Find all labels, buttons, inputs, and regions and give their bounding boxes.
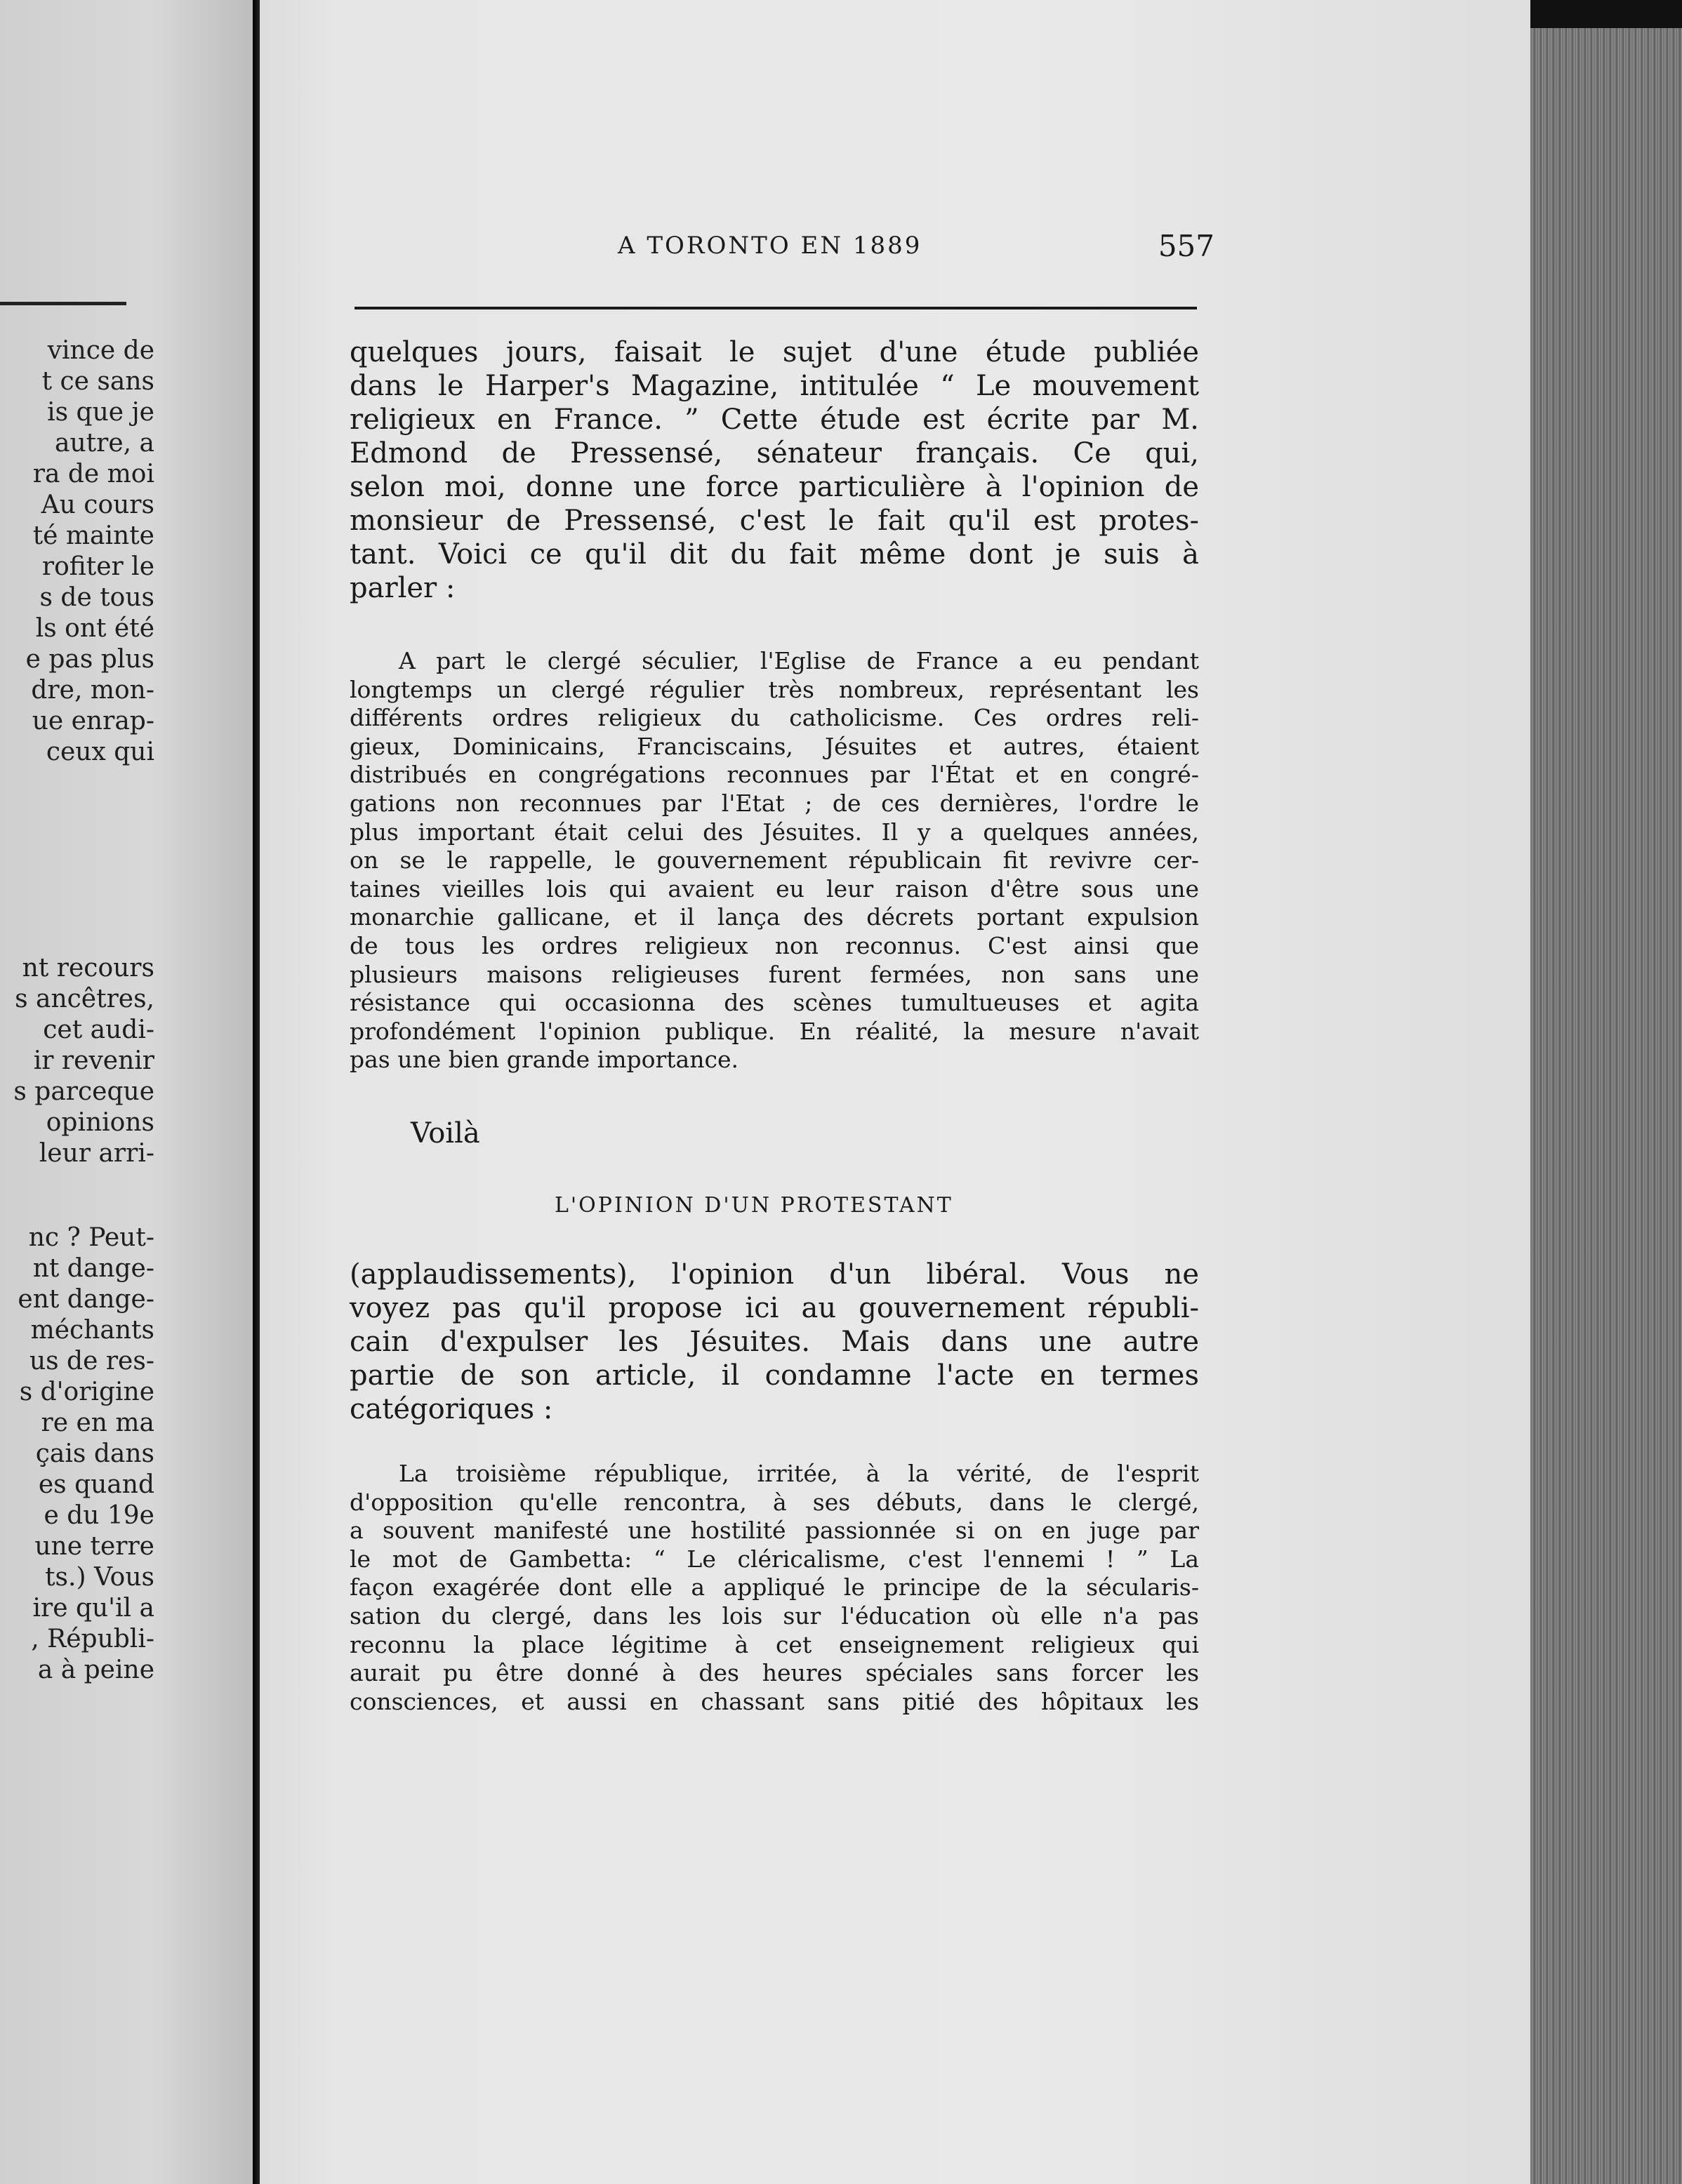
left-page-fragment: autre, a <box>55 429 154 458</box>
left-page-fragment: leur arri- <box>39 1139 154 1168</box>
quote-line: profondément l'opinion publique. En réalité, la mesure n'avait <box>350 1017 1199 1045</box>
left-page-fragment: méchants <box>30 1316 154 1345</box>
left-page-fragment: ire qu'il a <box>32 1594 154 1623</box>
text-line: selon moi, donne une force particulière à l'opinion de <box>350 471 1199 503</box>
quote-line: taines vieilles lois qui avaient eu leur raison d'être sous une <box>350 874 1199 903</box>
quote-line: consciences, et aussi en chassant sans pitié des hôpitaux les <box>350 1687 1199 1715</box>
left-page-fragment: e du 19e <box>44 1501 154 1530</box>
left-page-fragment: nc ? Peut- <box>28 1223 154 1252</box>
left-page-fragment: çais dans <box>35 1439 154 1468</box>
quote-line: aurait pu être donné à des heures spéciales sans forcer les <box>350 1659 1199 1687</box>
left-page-fragment: s d'origine <box>19 1378 154 1406</box>
left-page-fragment: Au cours <box>41 491 154 519</box>
left-page-rule <box>0 302 126 305</box>
left-page-fragment: a à peine <box>37 1656 154 1684</box>
quote-line: gieux, Dominicains, Franciscains, Jésuites et autres, étaient <box>350 732 1199 760</box>
left-page-fragment: s ancêtres, <box>15 985 154 1013</box>
page-number: 557 <box>1158 229 1214 263</box>
quote-line: A part le clergé séculier, l'Eglise de France a eu pendant <box>399 647 1199 674</box>
paragraph-2 <box>350 1258 1199 1426</box>
left-page-fragment: rofiter le <box>41 552 154 581</box>
left-page-fragment: vince de <box>47 336 154 365</box>
text-line: voyez pas qu'il propose ici au gouvernement républi- <box>350 1292 1199 1324</box>
section-subheading: L'OPINION D'UN PROTESTANT <box>555 1193 953 1218</box>
quote-line: pas une bien grande importance. <box>350 1046 739 1074</box>
left-page-fragment: cet audi- <box>43 1016 154 1044</box>
left-page-fragment: is que je <box>47 398 154 427</box>
quote-2 <box>350 1460 1199 1716</box>
left-page-fragment: ts.) Vous <box>45 1563 154 1592</box>
text-line: religieux en France. ” Cette étude est écrite par M. <box>350 404 1199 436</box>
quote-line: façon exagérée dont elle a appliqué le principe de la sécularis- <box>350 1573 1199 1602</box>
left-page-fragment: t ce sans <box>41 367 154 396</box>
book-gutter <box>253 0 260 2184</box>
left-page-fragment: e pas plus <box>25 645 154 674</box>
left-page-fragment: ceux qui <box>46 738 154 766</box>
voila-text: Voilà <box>411 1117 480 1150</box>
left-page-fragment-block-2 <box>13 953 154 1169</box>
left-page-fragment: us de res- <box>29 1347 154 1376</box>
left-page-fragment: s parceque <box>13 1077 154 1106</box>
text-line: catégoriques : <box>350 1393 553 1425</box>
left-page-fragment: ir revenir <box>33 1046 154 1075</box>
quote-line: de tous les ordres religieux non reconnus. C'est ainsi que <box>350 931 1199 959</box>
text-line: dans le Harper's Magazine, intitulée “ Le mouvement <box>350 370 1199 402</box>
left-page-fragment: , Républi- <box>31 1625 154 1653</box>
left-page-fragment: ent dange- <box>18 1285 154 1314</box>
left-page-fragment: opinions <box>46 1108 154 1137</box>
paragraph-1 <box>350 335 1199 605</box>
quote-line: La troisième république, irritée, à la vérité, de l'esprit <box>399 1460 1199 1487</box>
text-line: quelques jours, faisait le sujet d'une étude publiée <box>350 336 1199 368</box>
scan-background-corner <box>1530 0 1682 28</box>
text-line: parler : <box>350 572 456 604</box>
text-line: (applaudissements), l'opinion d'un libéral. Vous ne <box>350 1258 1199 1291</box>
text-line: partie de son article, il condamne l'acte en termes <box>350 1359 1199 1392</box>
quote-line: monarchie gallicane, et il lança des décrets portant expulsion <box>350 903 1199 931</box>
quote-line: on se le rappelle, le gouvernement républicain fit revivre cer- <box>350 846 1199 874</box>
left-page-fragment-block-3 <box>18 1223 154 1686</box>
quote-line: longtemps un clergé régulier très nombreux, représentant les <box>350 675 1199 703</box>
quote-line: distribués en congrégations reconnues par l'État et en congré- <box>350 761 1199 789</box>
quote-1 <box>350 647 1199 1074</box>
left-page-fragment: nt recours <box>22 954 154 983</box>
text-line: monsieur de Pressensé, c'est le fait qu'il est protes- <box>350 505 1199 537</box>
left-page-fragment: s de tous <box>39 583 154 612</box>
quote-line: plusieurs maisons religieuses furent fermées, non sans une <box>350 960 1199 988</box>
left-page-fragment: ra de moi <box>32 460 154 488</box>
running-title: A TORONTO EN 1889 <box>618 232 922 260</box>
quote-line: résistance qui occasionna des scènes tumultueuses et agita <box>350 989 1199 1017</box>
left-page-fragment: dre, mon- <box>31 676 154 705</box>
header-rule <box>355 307 1197 309</box>
quote-line: le mot de Gambetta: “ Le cléricalisme, c'est l'ennemi ! ” La <box>350 1545 1199 1573</box>
quote-line: plus important était celui des Jésuites. Il y a quelques années, <box>350 818 1199 846</box>
quote-line: différents ordres religieux du catholicisme. Ces ordres reli- <box>350 704 1199 732</box>
quote-line: d'opposition qu'elle rencontra, à ses débuts, dans le clergé, <box>350 1488 1199 1516</box>
page-edges-stack <box>1530 28 1682 2184</box>
quote-line: sation du clergé, dans les lois sur l'éducation où elle n'a pas <box>350 1602 1199 1630</box>
left-page-fragment: une terre <box>34 1532 154 1561</box>
left-page-fragment: re en ma <box>41 1409 154 1437</box>
left-page-margin <box>0 0 253 2184</box>
left-page-fragment: nt dange- <box>32 1254 154 1283</box>
text-line: Edmond de Pressensé, sénateur français. Ce qui, <box>350 437 1199 470</box>
text-line: cain d'expulser les Jésuites. Mais dans une autre <box>350 1326 1199 1358</box>
left-page-fragment-block-1 <box>26 335 154 768</box>
left-page-fragment: ue enrap- <box>32 707 154 735</box>
text-line: tant. Voici ce qu'il dit du fait même dont je suis à <box>350 538 1199 571</box>
quote-line: reconnu la place légitime à cet enseignement religieux qui <box>350 1630 1199 1658</box>
book-page <box>260 0 1530 2184</box>
left-page-fragment: ls ont été <box>35 614 154 643</box>
quote-line: gations non reconnues par l'Etat ; de ces dernières, l'ordre le <box>350 789 1199 817</box>
left-page-fragment: té mainte <box>32 521 154 550</box>
left-page-fragment: es quand <box>38 1470 154 1499</box>
quote-line: a souvent manifesté une hostilité passionnée si on en juge par <box>350 1517 1199 1545</box>
